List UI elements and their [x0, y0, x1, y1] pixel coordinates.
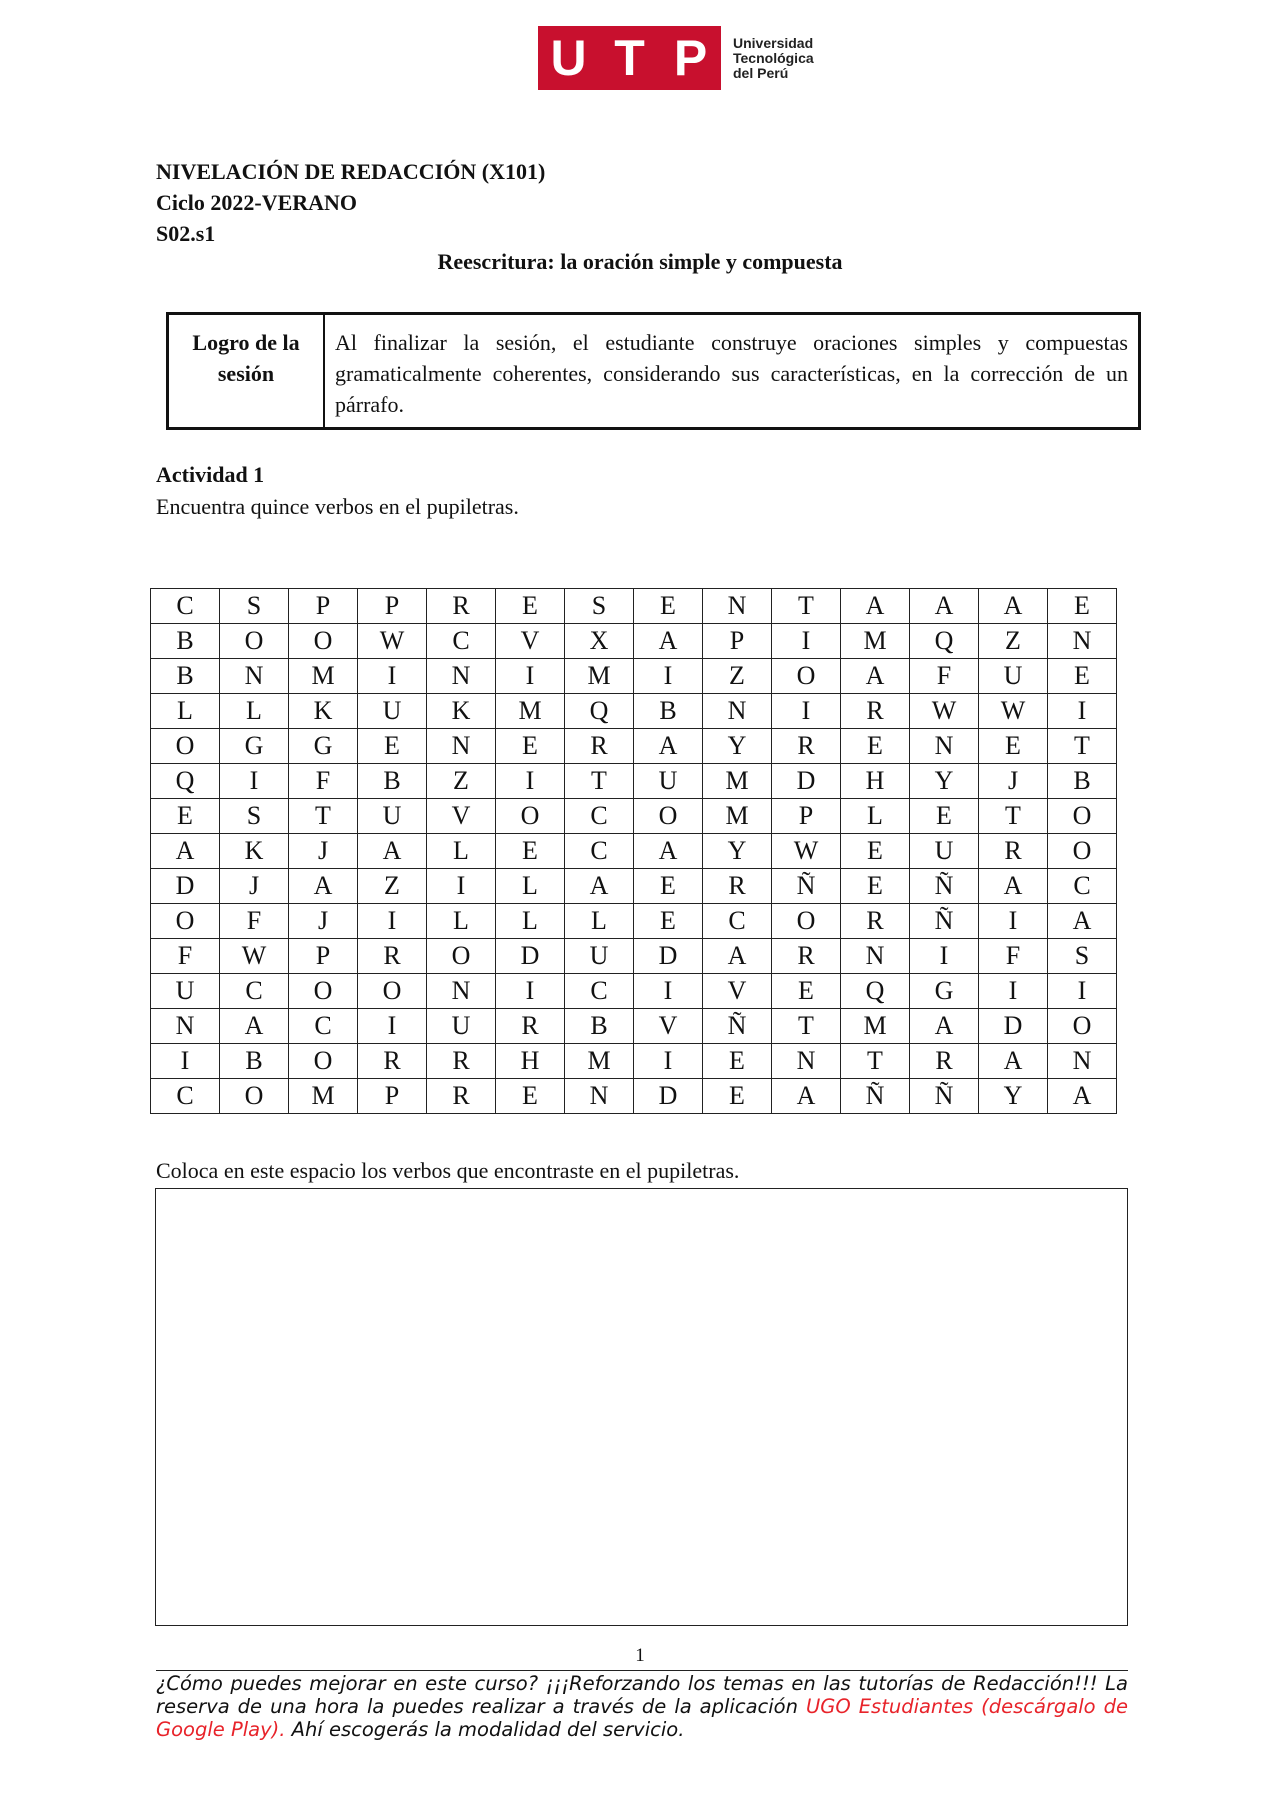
grid-cell: N: [703, 589, 772, 624]
grid-cell: L: [496, 869, 565, 904]
logo-letter: P: [673, 30, 708, 86]
grid-cell: W: [220, 939, 289, 974]
grid-cell: Ñ: [910, 904, 979, 939]
grid-cell: N: [151, 1009, 220, 1044]
grid-cell: A: [910, 589, 979, 624]
grid-cell: B: [634, 694, 703, 729]
grid-cell: L: [220, 694, 289, 729]
grid-cell: N: [703, 694, 772, 729]
grid-cell: R: [427, 589, 496, 624]
grid-cell: P: [358, 1079, 427, 1114]
grid-cell: B: [151, 624, 220, 659]
grid-cell: L: [565, 904, 634, 939]
grid-cell: U: [151, 974, 220, 1009]
grid-cell: Q: [565, 694, 634, 729]
grid-cell: F: [220, 904, 289, 939]
grid-cell: T: [772, 1009, 841, 1044]
grid-cell: P: [703, 624, 772, 659]
grid-cell: E: [703, 1079, 772, 1114]
grid-cell: I: [151, 1044, 220, 1079]
grid-cell: A: [979, 869, 1048, 904]
grid-cell: R: [703, 869, 772, 904]
grid-cell: R: [496, 1009, 565, 1044]
grid-cell: E: [358, 729, 427, 764]
grid-cell: E: [1048, 659, 1117, 694]
grid-cell: O: [1048, 1009, 1117, 1044]
grid-cell: I: [1048, 694, 1117, 729]
grid-cell: Z: [703, 659, 772, 694]
grid-cell: C: [220, 974, 289, 1009]
grid-cell: C: [289, 1009, 358, 1044]
grid-cell: A: [634, 834, 703, 869]
grid-cell: L: [496, 904, 565, 939]
grid-cell: Q: [151, 764, 220, 799]
grid-cell: G: [910, 974, 979, 1009]
grid-cell: M: [841, 1009, 910, 1044]
grid-cell: R: [565, 729, 634, 764]
grid-cell: R: [358, 939, 427, 974]
grid-cell: I: [358, 659, 427, 694]
grid-cell: U: [910, 834, 979, 869]
grid-cell: E: [1048, 589, 1117, 624]
grid-row: [151, 729, 1117, 764]
grid-cell: Ñ: [910, 1079, 979, 1114]
grid-cell: O: [1048, 834, 1117, 869]
course-title: NIVELACIÓN DE REDACCIÓN (X101): [156, 159, 546, 184]
grid-row: [151, 939, 1117, 974]
grid-row: [151, 834, 1117, 869]
grid-cell: R: [358, 1044, 427, 1079]
answer-box[interactable]: [155, 1188, 1128, 1626]
grid-cell: E: [634, 589, 703, 624]
grid-cell: C: [565, 974, 634, 1009]
grid-cell: R: [427, 1079, 496, 1114]
grid-row: [151, 659, 1117, 694]
grid-cell: A: [772, 1079, 841, 1114]
grid-cell: E: [634, 904, 703, 939]
grid-cell: E: [772, 974, 841, 1009]
grid-cell: O: [220, 1079, 289, 1114]
grid-cell: V: [496, 624, 565, 659]
page-title: Reescritura: la oración simple y compuesta: [437, 249, 843, 274]
grid-cell: W: [358, 624, 427, 659]
grid-row: [151, 799, 1117, 834]
grid-cell: L: [427, 834, 496, 869]
grid-cell: U: [358, 694, 427, 729]
cycle-label: Ciclo 2022-VERANO: [156, 190, 358, 215]
grid-cell: M: [703, 799, 772, 834]
grid-cell: N: [910, 729, 979, 764]
grid-row: [151, 974, 1117, 1009]
grid-cell: N: [427, 974, 496, 1009]
grid-cell: Y: [910, 764, 979, 799]
grid-cell: P: [772, 799, 841, 834]
grid-cell: J: [979, 764, 1048, 799]
grid-cell: S: [220, 589, 289, 624]
grid-row: [151, 1009, 1117, 1044]
grid-cell: C: [427, 624, 496, 659]
grid-row: [151, 904, 1117, 939]
grid-cell: A: [634, 624, 703, 659]
logro-label: Logro de la sesión: [169, 315, 325, 427]
grid-cell: J: [289, 904, 358, 939]
grid-cell: I: [979, 974, 1048, 1009]
grid-cell: Z: [427, 764, 496, 799]
grid-cell: O: [289, 624, 358, 659]
logo-line: Tecnológica: [733, 49, 814, 66]
grid-cell: M: [565, 1044, 634, 1079]
grid-cell: F: [979, 939, 1048, 974]
grid-cell: P: [289, 939, 358, 974]
grid-cell: E: [703, 1044, 772, 1079]
grid-cell: V: [634, 1009, 703, 1044]
grid-cell: Z: [979, 624, 1048, 659]
grid-cell: V: [703, 974, 772, 1009]
grid-cell: D: [772, 764, 841, 799]
grid-cell: Y: [703, 834, 772, 869]
grid-cell: B: [1048, 764, 1117, 799]
grid-cell: N: [220, 659, 289, 694]
grid-cell: I: [772, 624, 841, 659]
grid-cell: D: [979, 1009, 1048, 1044]
grid-cell: U: [979, 659, 1048, 694]
grid-cell: U: [565, 939, 634, 974]
grid-cell: A: [703, 939, 772, 974]
grid-cell: R: [772, 939, 841, 974]
grid-cell: E: [634, 869, 703, 904]
grid-cell: O: [220, 624, 289, 659]
grid-cell: W: [979, 694, 1048, 729]
grid-cell: O: [427, 939, 496, 974]
grid-cell: O: [496, 799, 565, 834]
grid-cell: D: [634, 939, 703, 974]
grid-cell: X: [565, 624, 634, 659]
grid-cell: S: [1048, 939, 1117, 974]
grid-cell: L: [841, 799, 910, 834]
grid-cell: Ñ: [841, 1079, 910, 1114]
grid-cell: Y: [703, 729, 772, 764]
grid-cell: A: [910, 1009, 979, 1044]
grid-cell: A: [841, 589, 910, 624]
footer-text: ¿Cómo puedes mejorar en este curso? ¡¡¡Reforzando los temas en las tutorías de Redacción!!! La reserva de una hora la puedes realizar a través de la aplicación: [156, 1672, 1128, 1718]
grid-cell: M: [289, 1079, 358, 1114]
grid-cell: W: [772, 834, 841, 869]
grid-cell: C: [565, 834, 634, 869]
logo-wordmark: [733, 36, 814, 81]
grid-cell: B: [220, 1044, 289, 1079]
grid-cell: O: [151, 904, 220, 939]
grid-cell: O: [634, 799, 703, 834]
grid-cell: M: [496, 694, 565, 729]
grid-cell: M: [289, 659, 358, 694]
grid-cell: A: [979, 589, 1048, 624]
grid-cell: R: [979, 834, 1048, 869]
grid-row: [151, 869, 1117, 904]
grid-cell: K: [220, 834, 289, 869]
grid-cell: T: [289, 799, 358, 834]
grid-cell: J: [289, 834, 358, 869]
grid-cell: I: [772, 694, 841, 729]
grid-cell: I: [358, 904, 427, 939]
grid-cell: Q: [910, 624, 979, 659]
footer-note: [156, 1672, 1128, 1741]
activity-title: Actividad 1: [156, 462, 265, 487]
grid-row: [151, 589, 1117, 624]
grid-cell: I: [634, 659, 703, 694]
grid-cell: M: [703, 764, 772, 799]
grid-cell: G: [289, 729, 358, 764]
grid-cell: A: [1048, 904, 1117, 939]
grid-cell: E: [910, 799, 979, 834]
word-search-grid: [150, 588, 1117, 1114]
grid-cell: E: [841, 869, 910, 904]
grid-cell: R: [841, 694, 910, 729]
grid-cell: E: [151, 799, 220, 834]
logo-letter: T: [614, 30, 645, 86]
grid-cell: I: [496, 764, 565, 799]
grid-cell: Y: [979, 1079, 1048, 1114]
session-code: S02.s1: [156, 221, 216, 246]
logo-line: Universidad: [733, 34, 814, 51]
grid-cell: N: [1048, 624, 1117, 659]
grid-cell: R: [841, 904, 910, 939]
grid-cell: O: [1048, 799, 1117, 834]
grid-cell: N: [772, 1044, 841, 1079]
logo-line: del Perú: [733, 64, 789, 81]
grid-cell: I: [1048, 974, 1117, 1009]
utp-logo: [538, 26, 814, 90]
document-header: [156, 156, 545, 249]
grid-cell: B: [358, 764, 427, 799]
logo-letter: U: [550, 30, 587, 86]
grid-cell: A: [289, 869, 358, 904]
grid-cell: I: [634, 1044, 703, 1079]
grid-cell: E: [496, 1079, 565, 1114]
grid-cell: I: [358, 1009, 427, 1044]
grid-row: [151, 694, 1117, 729]
grid-cell: P: [289, 589, 358, 624]
grid-cell: A: [220, 1009, 289, 1044]
grid-cell: I: [496, 974, 565, 1009]
grid-cell: O: [151, 729, 220, 764]
grid-cell: U: [358, 799, 427, 834]
grid-cell: I: [220, 764, 289, 799]
app-link[interactable]: UGO Estudiantes (descárgalo de Google Play).: [156, 1695, 1128, 1741]
grid-cell: H: [841, 764, 910, 799]
grid-row: [151, 1044, 1117, 1079]
grid-cell: E: [496, 729, 565, 764]
logro-text: Al finalizar la sesión, el estudiante construye oraciones simples y compuestas gramaticalmente coherentes, considerando sus características, en la corrección de un párrafo.: [335, 330, 1128, 417]
logro-table: [166, 312, 1141, 430]
grid-cell: E: [841, 834, 910, 869]
grid-cell: A: [634, 729, 703, 764]
grid-cell: Z: [358, 869, 427, 904]
grid-cell: C: [703, 904, 772, 939]
grid-cell: N: [427, 659, 496, 694]
grid-cell: O: [772, 904, 841, 939]
grid-cell: F: [151, 939, 220, 974]
grid-cell: C: [1048, 869, 1117, 904]
grid-cell: I: [910, 939, 979, 974]
grid-cell: U: [427, 1009, 496, 1044]
grid-cell: E: [496, 834, 565, 869]
grid-cell: A: [565, 869, 634, 904]
grid-cell: M: [565, 659, 634, 694]
grid-cell: J: [220, 869, 289, 904]
grid-cell: D: [151, 869, 220, 904]
grid-cell: I: [634, 974, 703, 1009]
grid-cell: L: [427, 904, 496, 939]
grid-cell: A: [841, 659, 910, 694]
grid-cell: F: [289, 764, 358, 799]
grid-cell: D: [634, 1079, 703, 1114]
grid-cell: L: [151, 694, 220, 729]
grid-cell: A: [151, 834, 220, 869]
grid-cell: E: [979, 729, 1048, 764]
page-number: 1: [635, 1645, 645, 1666]
grid-cell: R: [427, 1044, 496, 1079]
footer-divider: [156, 1670, 1128, 1671]
grid-row: [151, 764, 1117, 799]
grid-cell: F: [910, 659, 979, 694]
grid-cell: E: [841, 729, 910, 764]
grid-cell: V: [427, 799, 496, 834]
grid-cell: A: [1048, 1079, 1117, 1114]
grid-cell: U: [634, 764, 703, 799]
grid-cell: I: [427, 869, 496, 904]
grid-cell: O: [358, 974, 427, 1009]
grid-cell: N: [565, 1079, 634, 1114]
grid-cell: N: [1048, 1044, 1117, 1079]
grid-cell: T: [565, 764, 634, 799]
grid-cell: Ñ: [703, 1009, 772, 1044]
grid-cell: T: [1048, 729, 1117, 764]
footer-text-end: Ahí escogerás la modalidad del servicio.: [285, 1718, 685, 1741]
grid-cell: T: [841, 1044, 910, 1079]
grid-cell: S: [220, 799, 289, 834]
grid-cell: W: [910, 694, 979, 729]
grid-cell: M: [841, 624, 910, 659]
grid-cell: G: [220, 729, 289, 764]
grid-cell: D: [496, 939, 565, 974]
grid-cell: S: [565, 589, 634, 624]
grid-cell: A: [979, 1044, 1048, 1079]
grid-cell: E: [496, 589, 565, 624]
grid-cell: K: [427, 694, 496, 729]
grid-row: [151, 624, 1117, 659]
grid-cell: B: [565, 1009, 634, 1044]
grid-cell: Q: [841, 974, 910, 1009]
grid-cell: N: [427, 729, 496, 764]
grid-cell: H: [496, 1044, 565, 1079]
grid-cell: C: [151, 1079, 220, 1114]
grid-cell: P: [358, 589, 427, 624]
grid-cell: R: [910, 1044, 979, 1079]
grid-row: [151, 1079, 1117, 1114]
grid-cell: C: [565, 799, 634, 834]
grid-cell: R: [772, 729, 841, 764]
grid-cell: I: [496, 659, 565, 694]
grid-cell: T: [979, 799, 1048, 834]
grid-cell: Ñ: [772, 869, 841, 904]
answer-instruction: Coloca en este espacio los verbos que encontraste en el pupiletras.: [156, 1158, 740, 1183]
grid-cell: K: [289, 694, 358, 729]
grid-cell: O: [289, 974, 358, 1009]
grid-cell: O: [289, 1044, 358, 1079]
utp-logo-mark: [538, 26, 721, 90]
grid-cell: O: [772, 659, 841, 694]
grid-cell: N: [841, 939, 910, 974]
grid-cell: B: [151, 659, 220, 694]
grid-cell: A: [358, 834, 427, 869]
grid-cell: Ñ: [910, 869, 979, 904]
grid-cell: C: [151, 589, 220, 624]
activity-instruction: Encuentra quince verbos en el pupiletras.: [156, 494, 519, 519]
grid-cell: T: [772, 589, 841, 624]
grid-cell: I: [979, 904, 1048, 939]
